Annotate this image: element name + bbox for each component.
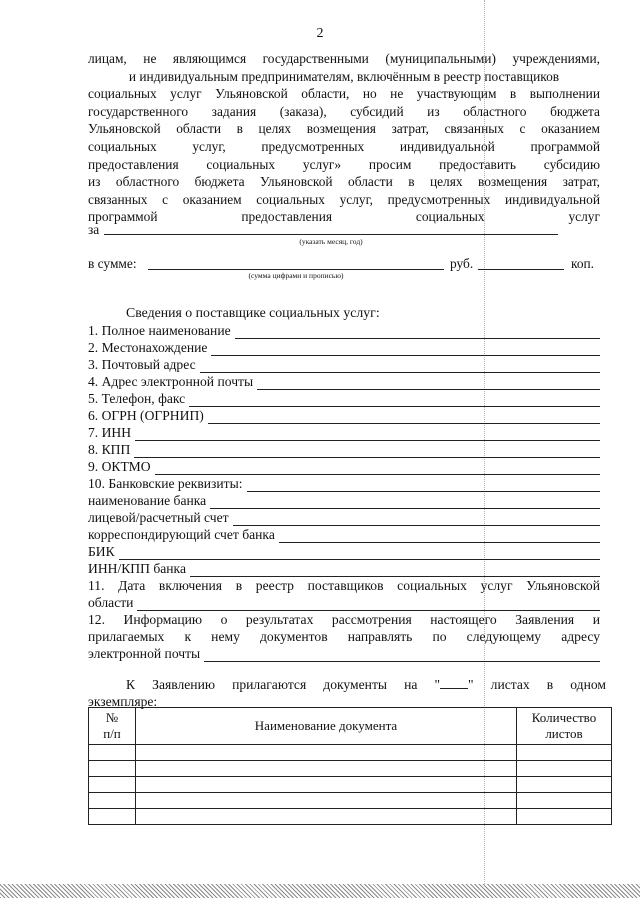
col-qty-header <box>517 708 612 745</box>
full-name-field[interactable] <box>235 326 600 339</box>
field-row <box>88 560 600 577</box>
sum-hint: (сумма цифрами и прописью) <box>248 271 344 280</box>
field-row <box>88 492 600 509</box>
field-label: 5. Телефон, факс <box>88 391 186 406</box>
item11-line1 <box>88 577 600 594</box>
table-cell[interactable] <box>89 793 136 809</box>
kpp-field[interactable] <box>134 445 600 458</box>
intro-line: лицам, не являющимся государственными (муниципальными) учреждениями, <box>88 51 600 66</box>
intro-line: социальных услуг Ульяновской области, но не участвующим в выполнении <box>88 86 600 102</box>
bank-name-field[interactable] <box>210 496 600 509</box>
field-label: 7. ИНН <box>88 425 132 440</box>
field-row <box>88 594 600 611</box>
field-label: 4. Адрес электронной почты <box>88 374 254 389</box>
table-row <box>89 761 612 777</box>
item12-line2 <box>88 628 600 645</box>
item12-text: 12. Информацию о результатах рассмотрения настоящего Заявления и <box>88 612 600 627</box>
intro-line: и индивидуальным предпринимателям, включённым в реестр поставщиков <box>128 68 560 84</box>
intro-line: Ульяновской области в целях возмещения затрат, связанных с оказанием <box>88 121 600 137</box>
result-email-field[interactable] <box>204 649 600 662</box>
table-cell[interactable] <box>89 761 136 777</box>
email-field[interactable] <box>257 377 600 390</box>
field-row <box>88 339 600 356</box>
table-cell[interactable] <box>89 809 136 825</box>
item12-text: прилагаемых к нему документов направлять по следующему адресу <box>88 629 600 644</box>
attachments-line2: экземпляре: <box>88 694 158 709</box>
attachments-text: К Заявлению прилагаются документы на " <box>126 677 441 692</box>
attachments-text: " листах в одном <box>468 677 606 692</box>
header-text: Количество <box>531 710 597 725</box>
field-label: 10. Банковские реквизиты: <box>88 476 243 491</box>
oktmo-field[interactable] <box>155 462 600 475</box>
field-row <box>88 526 600 543</box>
intro-line: из областного бюджета Ульяновской области в целях возмещения затрат, <box>88 174 600 190</box>
field-row <box>88 322 600 339</box>
col-number-header <box>89 708 136 745</box>
table-cell[interactable] <box>89 777 136 793</box>
bank-inn-kpp-field[interactable] <box>190 564 600 577</box>
field-label: 3. Почтовый адрес <box>88 357 196 372</box>
table-cell[interactable] <box>136 777 517 793</box>
kop-field[interactable] <box>478 269 564 270</box>
field-label: 6. ОГРН (ОГРНИП) <box>88 408 204 423</box>
field-label: ИНН/КПП банка <box>88 561 186 576</box>
table-row <box>89 777 612 793</box>
table-cell[interactable] <box>136 745 517 761</box>
table-cell[interactable] <box>517 809 612 825</box>
rub-label: руб. <box>450 256 474 271</box>
intro-line: социальных услуг, предусмотренных индивидуальной программой <box>88 138 600 154</box>
scan-edge-strip <box>0 884 640 898</box>
table-cell[interactable] <box>517 761 612 777</box>
table-row <box>89 745 612 761</box>
field-label: лицевой/расчетный счет <box>88 510 229 525</box>
ogrn-field[interactable] <box>208 411 600 424</box>
bank-details-field[interactable] <box>247 479 600 492</box>
intro-line: связанных с оказанием социальных услуг, предусмотренных индивидуальной <box>88 191 600 207</box>
intro-line: программой предоставления социальных услуг <box>88 209 600 225</box>
period-hint: (указать месяц, год) <box>299 237 363 246</box>
page-number: 2 <box>316 26 324 41</box>
field-row <box>88 645 600 662</box>
bik-field[interactable] <box>119 547 600 560</box>
table-row <box>89 793 612 809</box>
supplier-fields <box>88 322 600 662</box>
field-label: БИК <box>88 544 115 559</box>
field-row <box>88 475 600 492</box>
header-text: п/п <box>103 726 121 741</box>
field-row <box>88 441 600 458</box>
phone-fax-field[interactable] <box>189 394 600 407</box>
table-header-row <box>89 708 612 745</box>
field-row <box>88 373 600 390</box>
table-cell[interactable] <box>136 809 517 825</box>
item12-line1 <box>88 611 600 628</box>
table-cell[interactable] <box>136 793 517 809</box>
table-cell[interactable] <box>517 793 612 809</box>
table-cell[interactable] <box>136 761 517 777</box>
postal-address-field[interactable] <box>200 360 600 373</box>
field-row <box>88 543 600 560</box>
documents-table <box>88 707 612 825</box>
table-cell[interactable] <box>517 745 612 761</box>
account-field[interactable] <box>233 513 600 526</box>
field-label: 2. Местонахождение <box>88 340 208 355</box>
header-text: листов <box>545 726 583 741</box>
field-row <box>88 424 600 441</box>
field-label: области <box>88 595 134 610</box>
header-text: № <box>105 710 119 725</box>
field-row <box>88 356 600 373</box>
inn-field[interactable] <box>135 428 600 441</box>
supplier-section-title: Сведения о поставщике социальных услуг: <box>126 305 380 320</box>
field-label: 1. Полное наименование <box>88 323 231 338</box>
kop-label: коп. <box>571 256 595 271</box>
sum-label: в сумме: <box>88 256 137 271</box>
location-field[interactable] <box>211 343 600 356</box>
sheets-count-field[interactable] <box>440 677 468 689</box>
intro-paragraph <box>88 50 600 226</box>
attachments-paragraph <box>88 676 606 710</box>
field-row <box>88 390 600 407</box>
col-name-header: Наименование документа <box>136 708 517 745</box>
field-label: наименование банка <box>88 493 207 508</box>
intro-line: государственного задания (заказа), субсидий из областного бюджета <box>88 103 600 119</box>
field-label: электронной почты <box>88 646 201 661</box>
corr-account-field[interactable] <box>279 530 600 543</box>
item11-text: 11. Дата включения в реестр поставщиков социальных услуг Ульяновской <box>88 578 600 593</box>
field-label: корреспондирующий счет банка <box>88 527 275 542</box>
registry-date-field[interactable] <box>137 598 600 611</box>
attachments-line1 <box>88 676 606 693</box>
period-field[interactable] <box>104 234 558 235</box>
sum-field[interactable] <box>148 269 444 270</box>
za-label: за <box>88 222 100 237</box>
table-row <box>89 809 612 825</box>
field-row <box>88 458 600 475</box>
field-row <box>88 509 600 526</box>
table-cell[interactable] <box>89 745 136 761</box>
field-label: 9. ОКТМО <box>88 459 151 474</box>
field-label: 8. КПП <box>88 442 131 457</box>
field-row <box>88 407 600 424</box>
intro-line: предоставления социальных услуг» просим предоставить субсидию <box>88 156 600 172</box>
table-cell[interactable] <box>517 777 612 793</box>
